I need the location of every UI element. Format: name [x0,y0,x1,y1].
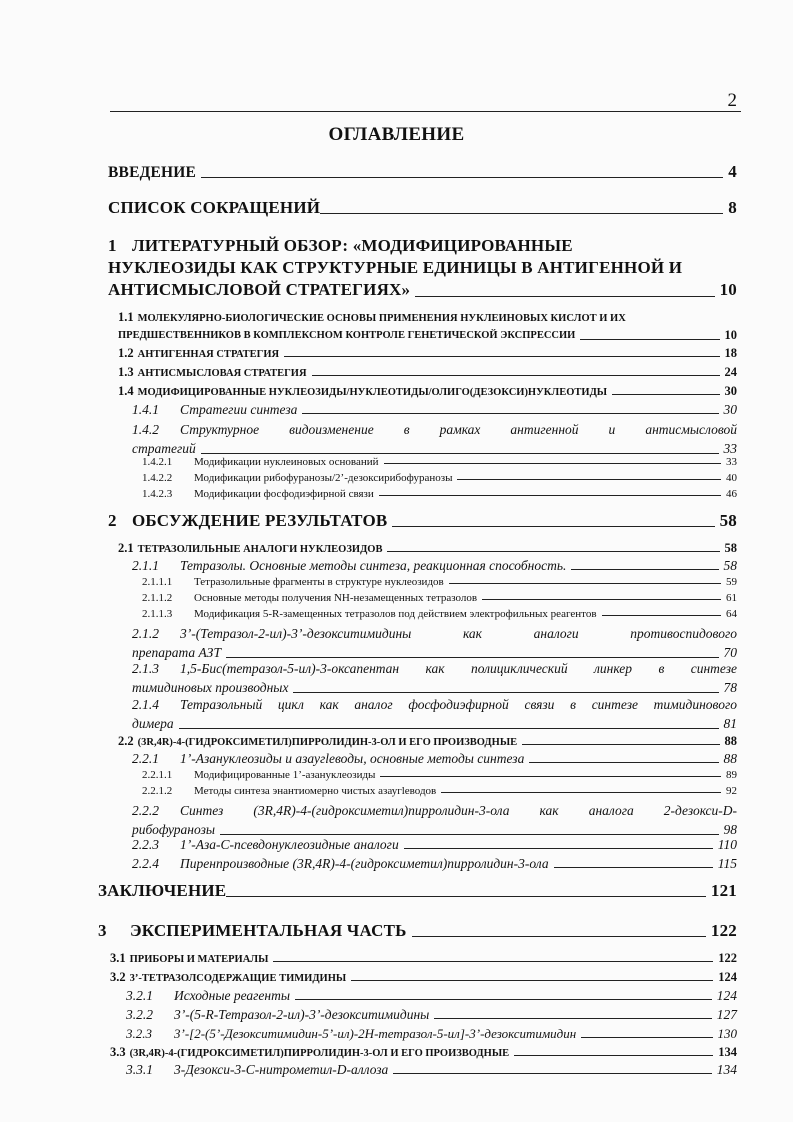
toc-label: Основные методы получения NH-незамещенных тетразолов [194,592,478,604]
dot-leader [554,867,713,868]
dot-leader [571,569,718,570]
toc-label-line: стратегий [132,441,196,456]
dot-leader [449,583,721,584]
toc-label: 3’-(5-R-Тетразол-2-ил)-3’-дезокситимидины [174,1007,430,1022]
toc-page: 88 [724,734,737,748]
dot-leader [201,453,719,454]
toc-label-line: НУКЛЕОЗИДЫ КАК СТРУКТУРНЫЕ ЕДИНИЦЫ В АНТИГЕННОЙ И [108,258,683,277]
toc-label: ОБСУЖДЕНИЕ РЕЗУЛЬТАТОВ [132,511,388,530]
dot-leader [387,551,719,552]
dot-leader [602,615,721,616]
dot-leader [415,296,714,297]
dot-leader [379,495,721,496]
dot-leader [293,692,718,693]
toc-entry-1-2[interactable] [118,346,737,361]
dot-leader [384,463,721,464]
toc-page: 81 [723,716,737,731]
toc-page: 88 [723,751,737,766]
toc-number: 1.4.2.3 [142,488,173,500]
toc-label-line: АНТИСМЫСЛОВОЙ СТРАТЕГИЯХ» [108,280,411,299]
toc-label: 3’-[2-(5’-Дезокситимидин-5’-ил)-2Н-тетразол-5-ил]-3’-дезокситимидин [174,1026,577,1041]
dot-leader [392,526,714,527]
toc-page: 70 [723,645,737,660]
toc-page: 122 [710,921,737,940]
toc-entry-2-2-3[interactable] [132,837,737,853]
toc-entry-1-4-1[interactable] [132,402,737,418]
toc-page: 122 [718,951,737,965]
toc-entry-3-3-1[interactable] [126,1062,737,1078]
dot-leader [302,413,718,414]
toc-page: 64 [726,608,737,620]
toc-entry-2-2-4[interactable] [132,856,737,872]
toc-entry-3-2[interactable] [110,970,737,985]
toc-entry-chapter-3[interactable] [98,921,737,941]
toc-page: 61 [726,592,737,604]
toc-label: АНТИГЕННАЯ СТРАТЕГИЯ [137,349,280,360]
toc-number: 2.2.2 [132,803,159,818]
toc-number: 2.1.1.1 [142,576,173,588]
toc-entry-1-1[interactable] [118,309,737,344]
toc-label: Модификации рибофуранозы/2’-дезоксирибофуранозы [194,472,453,484]
toc-entry-3-2-2[interactable] [126,1007,737,1023]
toc-entry-2-2[interactable] [118,734,737,749]
dot-leader [482,599,721,600]
toc-entry-2-2-2[interactable] [132,801,737,839]
toc-label: Стратегии синтеза [180,402,298,417]
dot-leader [179,728,719,729]
toc-label: (3R,4R)-4-(ГИДРОКСИМЕТИЛ)ПИРРОЛИДИН-3-ОЛ И ЕГО ПРОИЗВОДНЫЕ [129,1048,510,1059]
dot-leader [284,356,719,357]
toc-number: 3.3.1 [126,1062,153,1077]
toc-page: 89 [726,769,737,781]
toc-number: 1.3 [118,365,134,379]
dot-leader [441,792,721,793]
toc-number: 3.2.3 [126,1026,152,1041]
toc-entry-abbreviations[interactable] [108,198,737,218]
toc-page: 98 [723,822,737,837]
toc-entry-1-4-2-2[interactable] [142,472,737,484]
toc-entry-2-1-1-2[interactable] [142,592,737,604]
toc-label: Пиренпроизводные (3R,4R)-4-(гидроксиметил)пирролидин-3-ола [180,856,549,871]
toc-page: 59 [726,576,737,588]
toc-page: 127 [716,1007,737,1022]
toc-page: 115 [717,856,737,871]
toc-entry-conclusion[interactable] [98,881,737,901]
toc-page: 92 [726,785,737,797]
toc-label: Модификации нуклеиновых оснований [194,456,379,468]
toc-label: АНТИСМЫСЛОВАЯ СТРАТЕГИЯ [137,368,307,379]
dot-leader [580,339,719,340]
toc-number: 3.2.2 [126,1007,153,1022]
toc-number: 1.4.1 [132,402,159,417]
toc-page: 33 [726,456,737,468]
toc-page: 110 [717,837,737,852]
toc-entry-2-2-1[interactable] [132,751,737,767]
toc-label-line: препарата АЗТ [132,645,221,660]
toc-entry-1-4[interactable] [118,384,737,399]
dot-leader [273,961,713,962]
toc-page: 134 [716,1062,737,1077]
toc-number: 2.1 [118,541,134,555]
dot-leader [201,177,723,178]
toc-page: 58 [723,558,737,573]
toc-label: 3’-ТЕТРАЗОЛСОДЕРЖАЩИЕ ТИМИДИНЫ [129,973,347,984]
toc-label: Тетразолильные фрагменты в структуре нуклеозидов [194,576,444,588]
toc-entry-3-2-3[interactable] [126,1026,737,1042]
toc-number: 1.4.2.2 [142,472,173,484]
dot-leader [412,936,706,937]
toc-entry-1-3[interactable] [118,365,737,380]
toc-entry-1-4-2[interactable] [132,420,737,458]
toc-number: 2.2.4 [132,856,159,871]
toc-number: 2.1.4 [132,697,159,712]
toc-entry-3-2-1[interactable] [126,988,737,1004]
toc-page: 30 [724,384,737,398]
toc-label: 3-Дезокси-3-С-нитрометил-D-аллоза [174,1062,389,1077]
dot-leader [529,762,718,763]
toc-label-line: Тетразольный цикл как аналог фосфодиэфирной связи в синтезе тимидинового [180,697,737,712]
toc-label: Модифицированные 1’-азануклеозиды [194,769,376,781]
dot-leader [320,213,723,214]
dot-leader [581,1037,712,1038]
toc-entry-2-1-2[interactable] [132,624,737,662]
toc-entry-2-2-1-2[interactable] [142,785,737,797]
toc-entry-3-1[interactable] [110,951,737,966]
toc-label-line: Синтез (3R,4R)-4-(гидроксиметил)пирролидин-3-ола как аналога 2-дезокси-D- [180,803,737,818]
toc-title: ОГЛАВЛЕНИЕ [328,124,465,145]
toc-entry-2-1-3[interactable] [132,659,737,697]
toc-page: 8 [728,198,737,217]
dot-leader [612,394,719,395]
toc-label: ЭКСПЕРИМЕНТАЛЬНАЯ ЧАСТЬ [130,921,407,940]
toc-entry-2-1[interactable] [118,541,737,556]
toc-label: МОДИФИЦИРОВАННЫЕ НУКЛЕОЗИДЫ/НУКЛЕОТИДЫ/ОЛИГО(ДЕЗОКСИ)НУКЛЕОТИДЫ [137,387,608,398]
dot-leader [295,999,712,1000]
toc-number: 1 [108,236,117,255]
toc-label-line: димера [132,716,174,731]
toc-label: Исходные реагенты [174,988,290,1003]
toc-label-line: МОЛЕКУЛЯРНО-БИОЛОГИЧЕСКИЕ ОСНОВЫ ПРИМЕНЕНИЯ НУКЛЕИНОВЫХ КИСЛОТ И ИХ [137,313,626,324]
dot-leader [226,657,719,658]
toc-page: 130 [717,1026,737,1041]
dot-leader [226,896,706,897]
toc-label-line: ЛИТЕРАТУРНЫЙ ОБЗОР: «МОДИФИЦИРОВАННЫЕ [132,236,573,255]
toc-number: 2.1.3 [132,661,159,676]
toc-entry-intro[interactable] [108,162,737,182]
toc-label: Модификации фосфодиэфирной связи [194,488,374,500]
toc-page: 10 [719,280,737,299]
toc-label-line: Структурное видоизменение в рамках антигенной и антисмысловой [180,422,737,437]
toc-label: Тетразолы. Основные методы синтеза, реакционная способность. [180,558,567,573]
toc-number: 2.2.1.1 [142,769,173,781]
toc-number: 2.2.1 [132,751,159,766]
dot-leader [434,1018,711,1019]
toc-entry-2-1-1-3[interactable] [142,608,737,620]
toc-number: 1.1 [118,310,134,324]
toc-number: 2.1.2 [132,626,159,641]
toc-page: 46 [726,488,737,500]
toc-number: 1.4 [118,384,134,398]
toc-page: 40 [726,472,737,484]
toc-label: ПРИБОРЫ И МАТЕРИАЛЫ [129,954,269,965]
toc-number: 2.1.1 [132,558,159,573]
toc-entry-2-1-1-1[interactable] [142,576,737,588]
toc-label: СПИСОК СОКРАЩЕНИЙ [108,198,321,217]
dot-leader [380,776,721,777]
dot-leader [522,744,719,745]
toc-entry-chapter-2[interactable] [108,511,737,531]
toc-page: 124 [716,988,737,1003]
toc-number: 1.4.2.1 [142,456,173,468]
toc-page: 58 [724,541,737,555]
toc-number: 2.1.1.2 [142,592,173,604]
toc-label: Методы синтеза энантиомерно чистых азаугleводов [194,785,437,797]
toc-number: 3.3 [110,1045,126,1059]
dot-leader [393,1073,711,1074]
toc-number: 2 [108,511,117,530]
toc-label-line: ПРЕДШЕСТВЕННИКОВ В КОМПЛЕКСНОМ КОНТРОЛЕ ГЕНЕТИЧЕСКОЙ ЭКСПРЕССИИ [118,330,576,341]
toc-number: 1.4.2 [132,422,159,437]
toc-page: 121 [710,881,737,900]
toc-entry-3-3[interactable] [110,1045,737,1060]
toc-label: ВВЕДЕНИЕ [108,164,197,181]
toc-page: 18 [724,346,737,360]
toc-label: 1’-Аза-С-псевдонуклеозидные аналоги [180,837,399,852]
toc-label: Модификация 5-R-замещенных тетразолов под действием электрофильных реагентов [194,608,597,620]
toc-label: ТЕТРАЗОЛИЛЬНЫЕ АНАЛОГИ НУКЛЕОЗИДОВ [137,544,383,555]
toc-page: 134 [718,1045,737,1059]
toc-entry-2-1-4[interactable] [132,695,737,733]
toc-number: 2.2.3 [132,837,159,852]
dot-leader [351,980,713,981]
dot-leader [514,1055,713,1056]
toc-number: 2.2.1.2 [142,785,173,797]
toc-entry-chapter-1[interactable] [108,235,737,301]
toc-entry-1-4-2-3[interactable] [142,488,737,500]
toc-entry-2-2-1-1[interactable] [142,769,737,781]
dot-leader [457,479,721,480]
toc-number: 3.2.1 [126,988,153,1003]
toc-label-line: тимидиновых производных [132,680,289,695]
toc-label: ЗАКЛЮЧЕНИЕ [98,881,227,900]
dot-leader [404,848,713,849]
toc-page: 10 [724,328,737,342]
toc-number: 2.2 [118,734,134,748]
toc-page: 78 [723,680,737,695]
toc-page: 30 [723,402,737,417]
toc-label-line: 1,5-Бис(тетразол-5-ил)-3-оксапентан как полициклический линкер в синтезе [180,661,737,676]
toc-number: 3.1 [110,951,126,965]
toc-number: 1.2 [118,346,134,360]
toc-page: 58 [719,511,737,530]
toc-number: 2.1.1.3 [142,608,173,620]
toc-label-line: рибофуранозы [132,822,215,837]
dot-leader [312,375,720,376]
dot-leader [220,834,719,835]
page-number: 2 [727,90,737,111]
toc-page: 124 [718,970,737,984]
header-rule [110,111,741,112]
toc-page: 4 [728,162,737,181]
toc-label: 1’-Азануклеозиды и азаугleводы, основные методы синтеза [180,751,525,766]
toc-entry-1-4-2-1[interactable] [142,456,737,468]
toc-number: 3.2 [110,970,126,984]
toc-number: 3 [98,921,107,940]
toc-entry-2-1-1[interactable] [132,558,737,574]
toc-page: 33 [723,441,737,456]
toc-label: (3R,4R)-4-(ГИДРОКСИМЕТИЛ)ПИРРОЛИДИН-3-ОЛ И ЕГО ПРОИЗВОДНЫЕ [137,737,518,748]
toc-page: 24 [724,365,737,379]
toc-label-line: 3’-(Тетразол-2-ил)-3’-дезокситимидины как аналоги противоспидового [180,626,737,641]
